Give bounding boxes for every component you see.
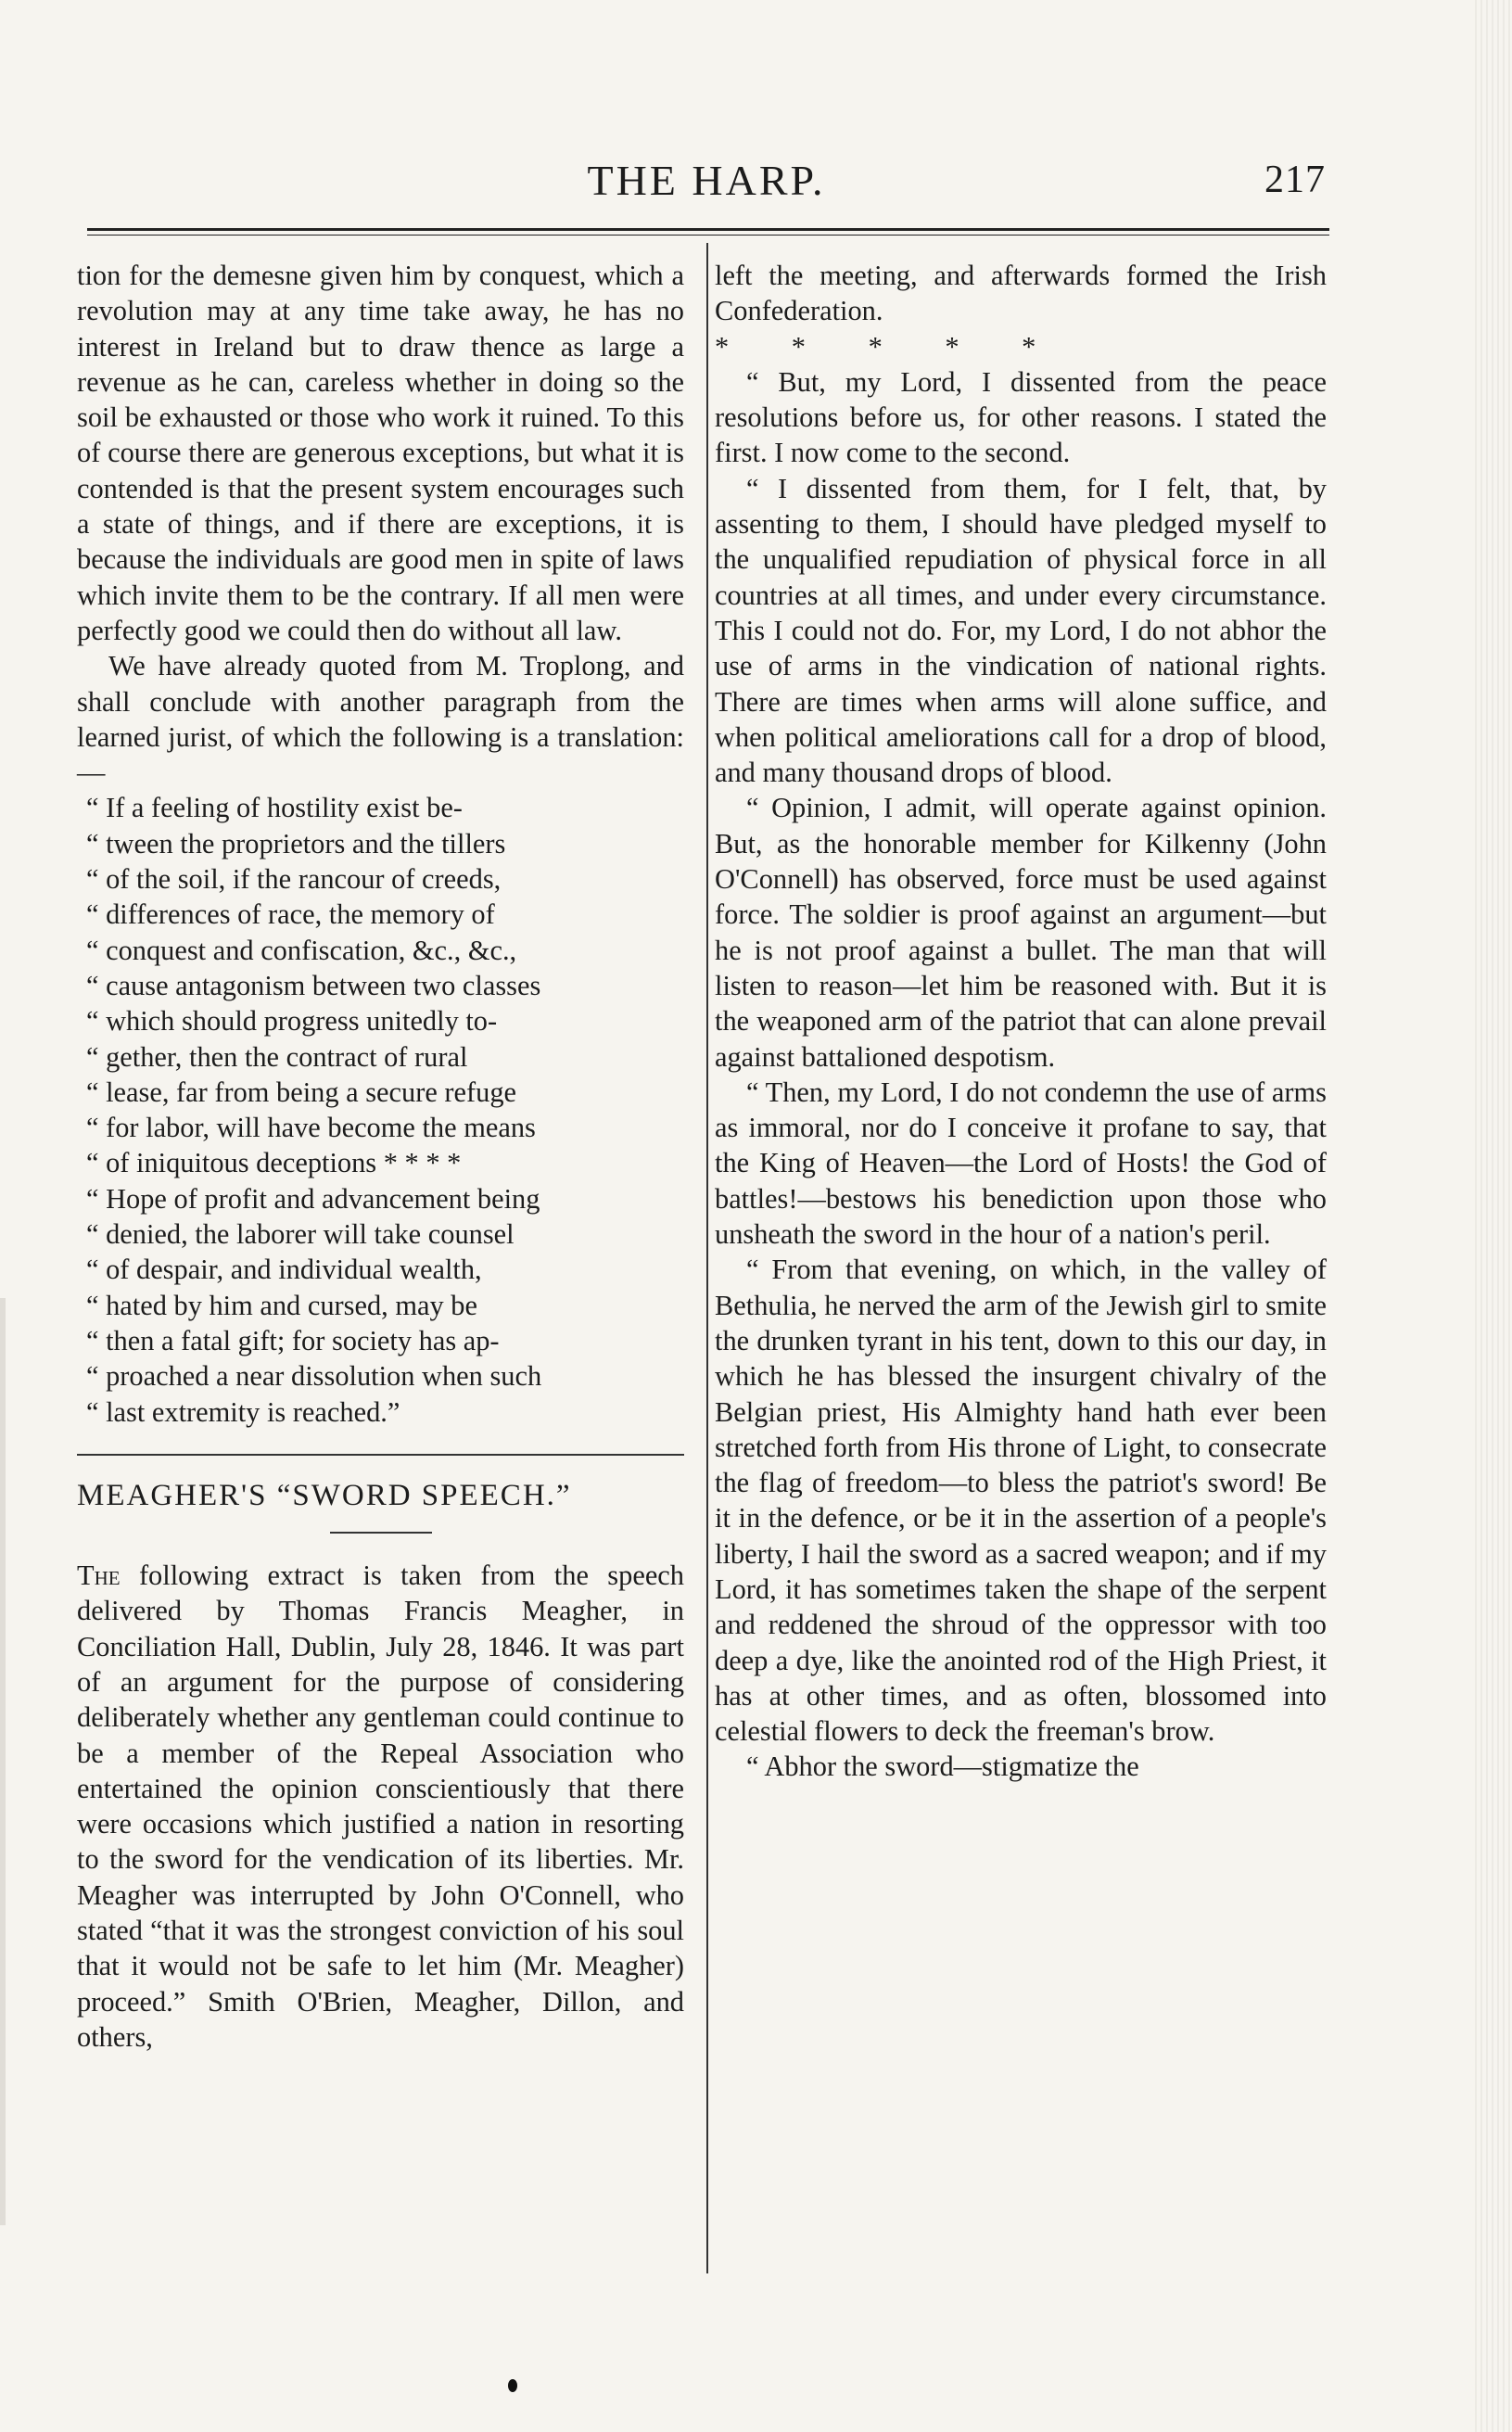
quote-line: “ lease, far from being a secure refuge <box>86 1076 517 1108</box>
page-binding-shadow <box>0 1298 6 2225</box>
speech-paragraph: “ But, my Lord, I dissented from the peace resolutions before us, for other reasons. I stated the first. I now come to the second. <box>715 365 1327 469</box>
quote-line: “ conquest and confiscation, &c., &c., <box>86 934 517 966</box>
quote-line: “ last extremity is reached.” <box>86 1395 400 1428</box>
asterism: * * * * * <box>715 330 1036 363</box>
heading-underline <box>330 1532 432 1534</box>
article-paragraph: left the meeting, and afterwards formed the Irish Confederation. <box>715 260 1327 327</box>
quote-line: “ which should progress unitedly to- <box>86 1005 498 1038</box>
speech-paragraph: “ Opinion, I admit, will operate against opinion. But, as the honorable member for Kilkenny (John O'Connell) has observed, force must be used against force. The soldier is proof against an argument—but he is not proof against a bullet. The man that will listen to reason—let him be reasoned with. But it is the weaponed arm of the patriot that can alone prevail against battalioned despotism. <box>715 792 1327 1073</box>
speech-paragraph: “ I dissented from them, for I felt, that, by assenting to them, I should have pledged myself to the unqualified repudiation of physical force in all countries at all times, and under every circumstance. This I could not do. For, my Lord, I do not abhor the use of arms in the vindication of national rights. There are times when arms will alone suffice, and when political ameliorations call for a drop of blood, and many thousand drops of blood. <box>715 472 1327 789</box>
page-number: 217 <box>1264 159 1326 201</box>
page-edge-shadow <box>1475 0 1512 2432</box>
speech-paragraph: “ Then, my Lord, I do not condemn the use of arms as immoral, nor do I conceive it profane to say, that the King of Heaven—the Lord of Hosts! the God of battles!—bestows his benediction upon those who unsheath the sword in the hour of a nation's peril. <box>715 1076 1327 1251</box>
section-heading: MEAGHER'S “SWORD SPEECH.” <box>77 1478 572 1512</box>
article-paragraph: tion for the demesne given him by conquest, which a revolution may at any time take away, he has no interest in Ireland but to draw thence as large a revenue as he can, careless whether in doing so the soil be exhausted or those who work it ruined. To this of course there are generous exceptions, but what it is contended is that the present system encourages such a state of things, and if there are exceptions, it is because the individuals are good men in spite of laws which invite them to be the contrary. If all men were perfectly good we could then do without all law. <box>77 260 684 646</box>
quote-line: “ gether, then the contract of rural <box>86 1040 468 1073</box>
right-column <box>715 258 1327 1785</box>
quote-line: “ If a feeling of hostility exist be- <box>86 792 463 824</box>
quote-line: “ then a fatal gift; for society has ap- <box>86 1324 500 1356</box>
troplong-quote <box>77 790 684 1429</box>
quote-line: “ of iniquitous deceptions * * * * <box>86 1147 462 1179</box>
quote-line: “ tween the proprietors and the tillers <box>86 827 506 859</box>
publication-title: THE HARP. <box>587 157 826 204</box>
quote-line: “ of the soil, if the rancour of creeds, <box>86 863 502 896</box>
quote-line: “ hated by him and cursed, may be <box>86 1289 477 1321</box>
quote-line: “ differences of race, the memory of <box>86 898 495 931</box>
article-paragraph: We have already quoted from M. Troplong, and shall conclude with another paragraph from the learned jurist, of which the following is a translation:— <box>77 650 684 789</box>
quote-line: “ proached a near dissolution when such <box>86 1360 542 1393</box>
section-divider <box>77 1454 684 1456</box>
header-rule-thin <box>87 235 1329 236</box>
header-rule-thick <box>87 228 1329 231</box>
left-column <box>77 258 684 2055</box>
speech-paragraph: “ From that evening, on which, in the valley of Bethulia, he nerved the arm of the Jewish girl to smite the drunken tyrant in his tent, down to this our day, in which he has blessed the insurgent chivalry of the Belgian priest, His Almighty hand hath ever been stretched forth from His throne of Light, to consecrate the flag of freedom—to bless the patriot's sword! Be it in the defence, or be it in the assertion of a people's liberty, I hail the sword as a sacred weapon; and if my Lord, it has sometimes taken the shape of the serpent and reddened the shroud of the oppressor with too deep a dye, like the anointed rod of the High Priest, it has at other times, and as often, blossomed into celestial flowers to deck the freeman's brow. <box>715 1254 1327 1748</box>
paragraph-body: following extract is taken from the speech delivered by Thomas Francis Meagher, in Conciliation Hall, Dublin, July 28, 1846. It was part of an argument for the purpose of considering deliberately whether any gentleman could continue to be a member of the Repeal Association who entertained the opinion conscientiously that there were occasions which justified a nation in resorting to the sword for the vendication of its liberties. Mr. Meagher was interrupted by John O'Connell, who stated “that it was the strongest conviction of his soul that it would not be safe to let him (Mr. Meagher) proceed.” Smith O'Brien, Meagher, Dillon, and others, <box>77 1560 684 2053</box>
page-header <box>87 156 1326 221</box>
column-divider <box>706 243 708 2273</box>
article-paragraph <box>77 1558 684 2055</box>
quote-line: “ denied, the laborer will take counsel <box>86 1218 515 1251</box>
speech-paragraph: “ Abhor the sword—stigmatize the <box>746 1751 1139 1783</box>
ink-blot <box>508 2379 517 2392</box>
lead-word: The <box>77 1560 121 1592</box>
quote-line: “ of despair, and individual wealth, <box>86 1254 482 1286</box>
quote-line: “ for labor, will have become the means <box>86 1112 536 1144</box>
quote-line: “ Hope of profit and advancement being <box>86 1182 540 1215</box>
quote-line: “ cause antagonism between two classes <box>86 969 541 1001</box>
